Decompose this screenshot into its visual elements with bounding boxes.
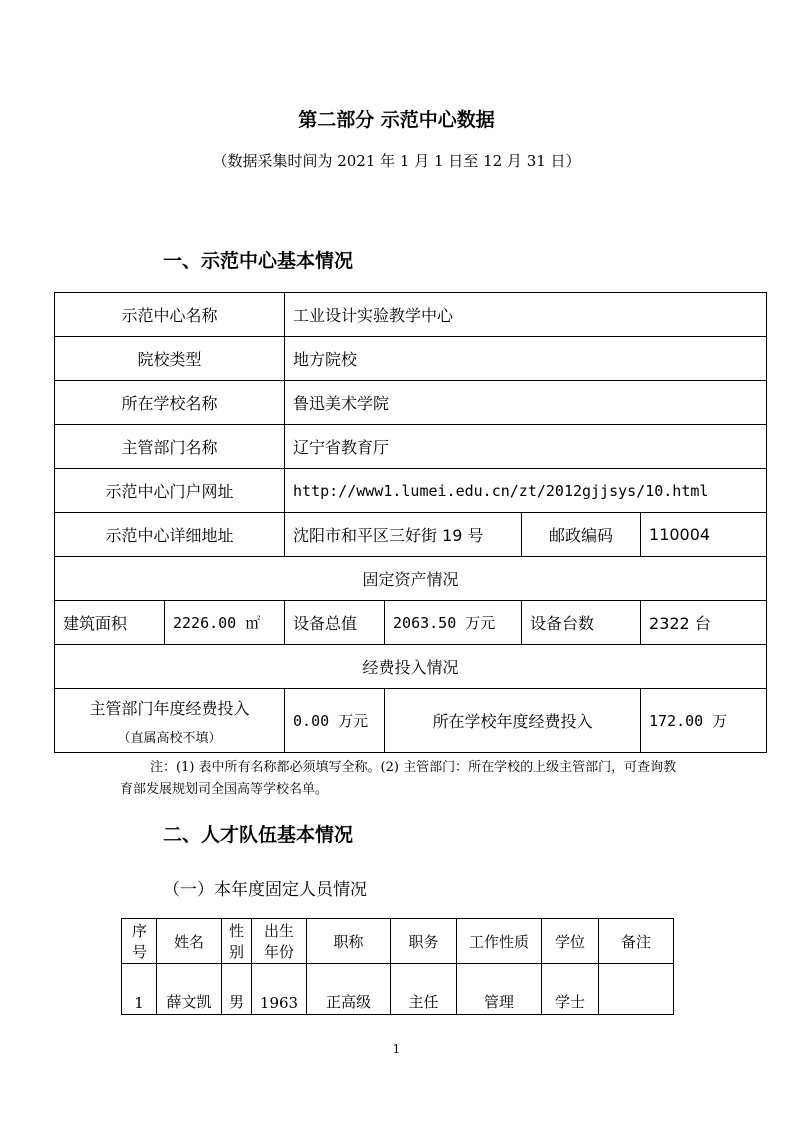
cell-position: 主任 — [391, 964, 457, 1015]
dept-name-label: 主管部门名称 — [55, 425, 285, 469]
col-header-birth-year: 出生年份 — [252, 919, 307, 964]
area-value: 2226.00 ㎡ — [165, 601, 285, 645]
funding-header: 经费投入情况 — [55, 645, 767, 689]
cell-remarks — [599, 964, 674, 1015]
col-header-index: 序号 — [122, 919, 157, 964]
col-header-remarks: 备注 — [599, 919, 674, 964]
col-header-degree: 学位 — [542, 919, 599, 964]
equip-count-label: 设备台数 — [522, 601, 641, 645]
table-note: 注：(1) 表中所有名称都必须填写全称。(2) 主管部门：所在学校的上级主管部门，可查询教育部发展规划司全国高等学校名单。 — [120, 760, 677, 797]
school-type-value: 地方院校 — [285, 337, 767, 381]
page-number: 1 — [392, 1042, 401, 1056]
section2-subheading: （一）本年度固定人员情况 — [163, 880, 367, 900]
school-funding-label: 所在学校年度经费投入 — [385, 689, 641, 753]
col-header-gender: 性别 — [222, 919, 252, 964]
data-period-subtitle: （数据采集时间为 2021 年 1 月 1 日至 12 月 31 日） — [212, 152, 581, 170]
equip-value-label: 设备总值 — [285, 601, 385, 645]
col-header-work-nature: 工作性质 — [457, 919, 542, 964]
dept-funding-label-cell — [55, 689, 285, 753]
portal-url-label: 示范中心门户网址 — [55, 469, 285, 513]
dept-funding-note: （直属高校不填） — [117, 730, 222, 746]
postcode-label: 邮政编码 — [522, 513, 641, 557]
table-row — [122, 964, 674, 1015]
school-type-label: 院校类型 — [55, 337, 285, 381]
cell-degree: 学士 — [542, 964, 599, 1015]
address-value: 沈阳市和平区三好街 19 号 — [285, 513, 522, 557]
portal-url-link[interactable]: http://www1.lumei.edu.cn/zt/2012gjjsys/10.html — [285, 469, 767, 513]
col-header-position: 职务 — [391, 919, 457, 964]
center-name-label: 示范中心名称 — [55, 293, 285, 337]
basic-info-table — [54, 292, 767, 753]
fixed-assets-header: 固定资产情况 — [55, 557, 767, 601]
cell-gender: 男 — [222, 964, 252, 1015]
equip-value-value: 2063.50 万元 — [385, 601, 522, 645]
col-header-name: 姓名 — [157, 919, 222, 964]
school-name-value: 鲁迅美术学院 — [285, 381, 767, 425]
staff-table — [121, 918, 674, 1015]
cell-title: 正高级 — [307, 964, 391, 1015]
page-title: 第二部分 示范中心数据 — [298, 109, 495, 131]
postcode-value: 110004 — [641, 513, 767, 557]
dept-name-value: 辽宁省教育厅 — [285, 425, 767, 469]
cell-work-nature: 管理 — [457, 964, 542, 1015]
address-label: 示范中心详细地址 — [55, 513, 285, 557]
section2-heading: 二、人才队伍基本情况 — [163, 824, 354, 846]
equip-count-value: 2322 台 — [641, 601, 767, 645]
area-label: 建筑面积 — [55, 601, 165, 645]
dept-funding-label: 主管部门年度经费投入 — [89, 698, 250, 718]
school-funding-value: 172.00 万 — [641, 689, 767, 753]
cell-name: 薛文凯 — [157, 964, 222, 1015]
school-name-label: 所在学校名称 — [55, 381, 285, 425]
cell-birth-year: 1963 — [252, 964, 307, 1015]
center-name-value: 工业设计实验教学中心 — [285, 293, 767, 337]
cell-index: 1 — [122, 964, 157, 1015]
dept-funding-value: 0.00 万元 — [285, 689, 385, 753]
section1-heading: 一、示范中心基本情况 — [163, 250, 354, 272]
col-header-title: 职称 — [307, 919, 391, 964]
